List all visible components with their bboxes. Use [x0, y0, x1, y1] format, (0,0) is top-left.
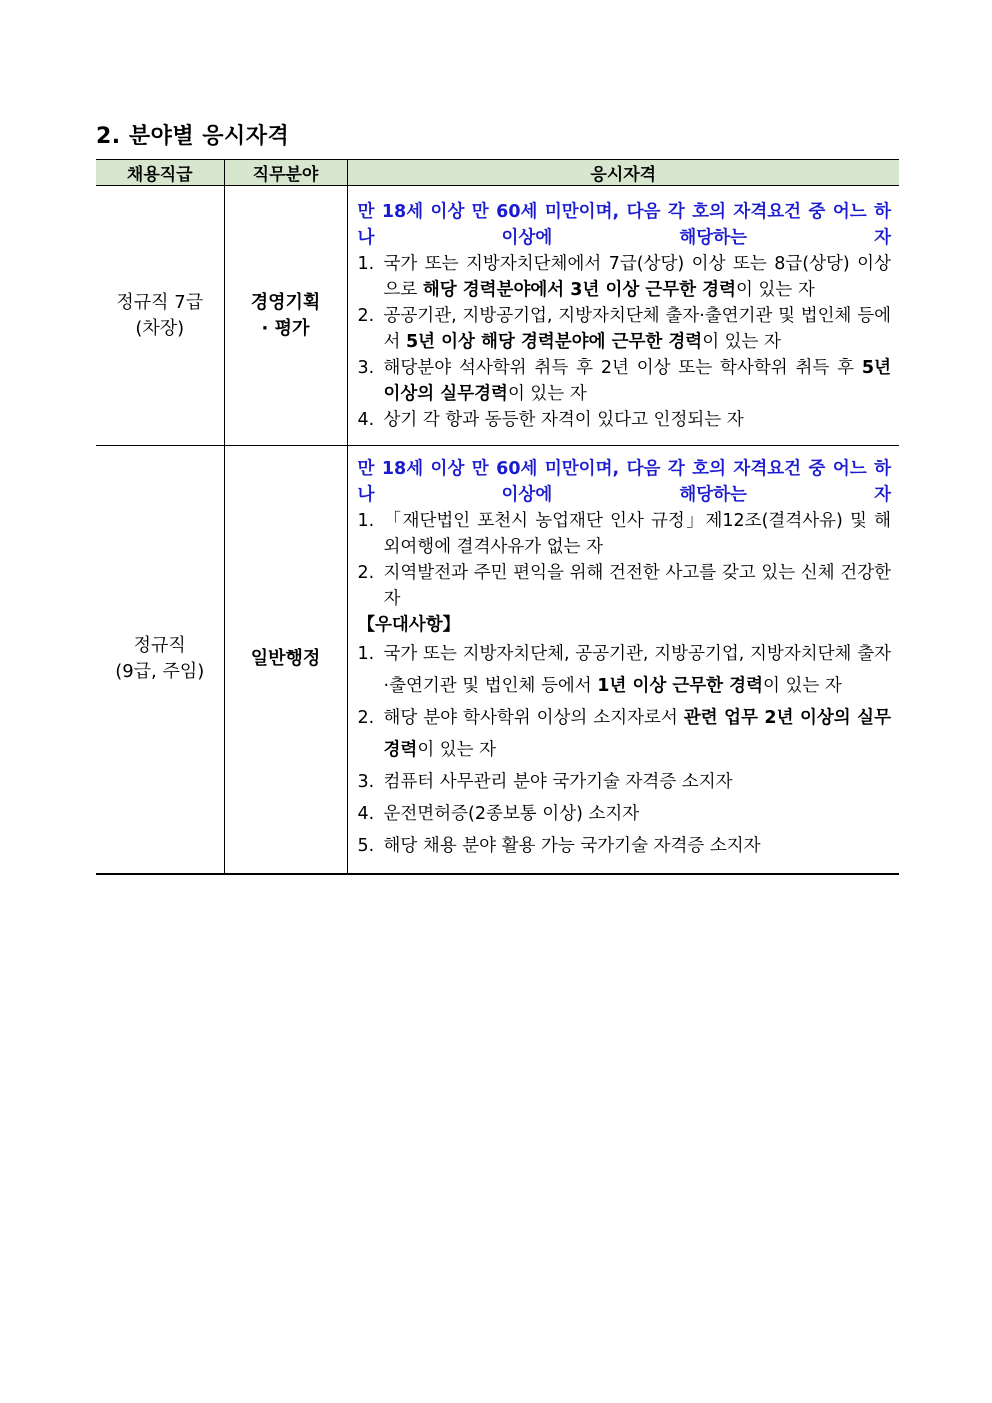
preference-heading: 【우대사항】	[357, 615, 461, 636]
grade-line: 정규직	[133, 635, 186, 657]
field-line: 일반행정	[250, 648, 321, 670]
list-item: 5. 해당 채용 분야 활용 가능 국가기술 자격증 소지자	[357, 836, 761, 857]
qualification-table	[96, 159, 899, 875]
grade-line: 정규직 7급	[116, 291, 204, 313]
list-item: 3. 컴퓨터 사무관리 분야 국가기술 자격증 소지자	[357, 772, 733, 793]
field-cell	[224, 446, 347, 874]
header-field: 직무분야	[224, 160, 347, 186]
field-line: 경영기획	[250, 291, 321, 313]
header-grade: 채용직급	[96, 160, 224, 186]
list-item: 1. 국가 또는 지방자치단체, 공공기관, 지방공기업, 지방자치단체 출자·출연기관 및 법인체 등에서 1년 이상 근무한 경력이 있는 자	[357, 644, 891, 697]
list-item: 3. 해당분야 석사학위 취득 후 2년 이상 또는 학사학위 취득 후 5년 이상의 실무경력이 있는 자	[357, 357, 891, 404]
qualification-intro: 만 18세 이상 만 60세 미만이며, 다음 각 호의 자격요건 중 어느 하나 이상에 해당하는 자	[357, 459, 891, 506]
grade-cell	[96, 186, 224, 446]
list-item: 2. 공공기관, 지방공기업, 지방자치단체 출자·출연기관 및 법인체 등에서 5년 이상 해당 경력분야에 근무한 경력이 있는 자	[357, 305, 891, 352]
list-item: 2. 지역발전과 주민 편익을 위해 건전한 사고를 갖고 있는 신체 건강한 자	[357, 563, 891, 610]
list-item: 1. 「재단법인 포천시 농업재단 인사 규정」제12조(결격사유) 및 해외여행에 결격사유가 없는 자	[357, 511, 891, 558]
grade-line: (9급, 주임)	[115, 661, 205, 683]
list-item: 4. 상기 각 항과 동등한 자격이 있다고 인정되는 자	[357, 409, 744, 430]
list-item: 1. 국가 또는 지방자치단체에서 7급(상당) 이상 또는 8급(상당) 이상으로 해당 경력분야에서 3년 이상 근무한 경력이 있는 자	[357, 253, 891, 300]
list-item: 2. 해당 분야 학사학위 이상의 소지자로서 관련 업무 2년 이상의 실무경력이 있는 자	[357, 708, 891, 761]
grade-line: (차장)	[135, 317, 185, 339]
table-row	[96, 446, 899, 874]
header-qualification: 응시자격	[347, 160, 899, 186]
qualification-cell	[347, 186, 899, 446]
table-header-row	[96, 160, 899, 186]
section-title: 2. 분야별 응시자격	[96, 124, 290, 149]
list-item: 4. 운전면허증(2종보통 이상) 소지자	[357, 804, 640, 825]
table-row	[96, 186, 899, 446]
qualification-intro: 만 18세 이상 만 60세 미만이며, 다음 각 호의 자격요건 중 어느 하나 이상에 해당하는 자	[357, 201, 891, 248]
qualification-cell	[347, 446, 899, 874]
grade-cell	[96, 446, 224, 874]
field-line: · 평가	[261, 317, 310, 339]
field-cell	[224, 186, 347, 446]
